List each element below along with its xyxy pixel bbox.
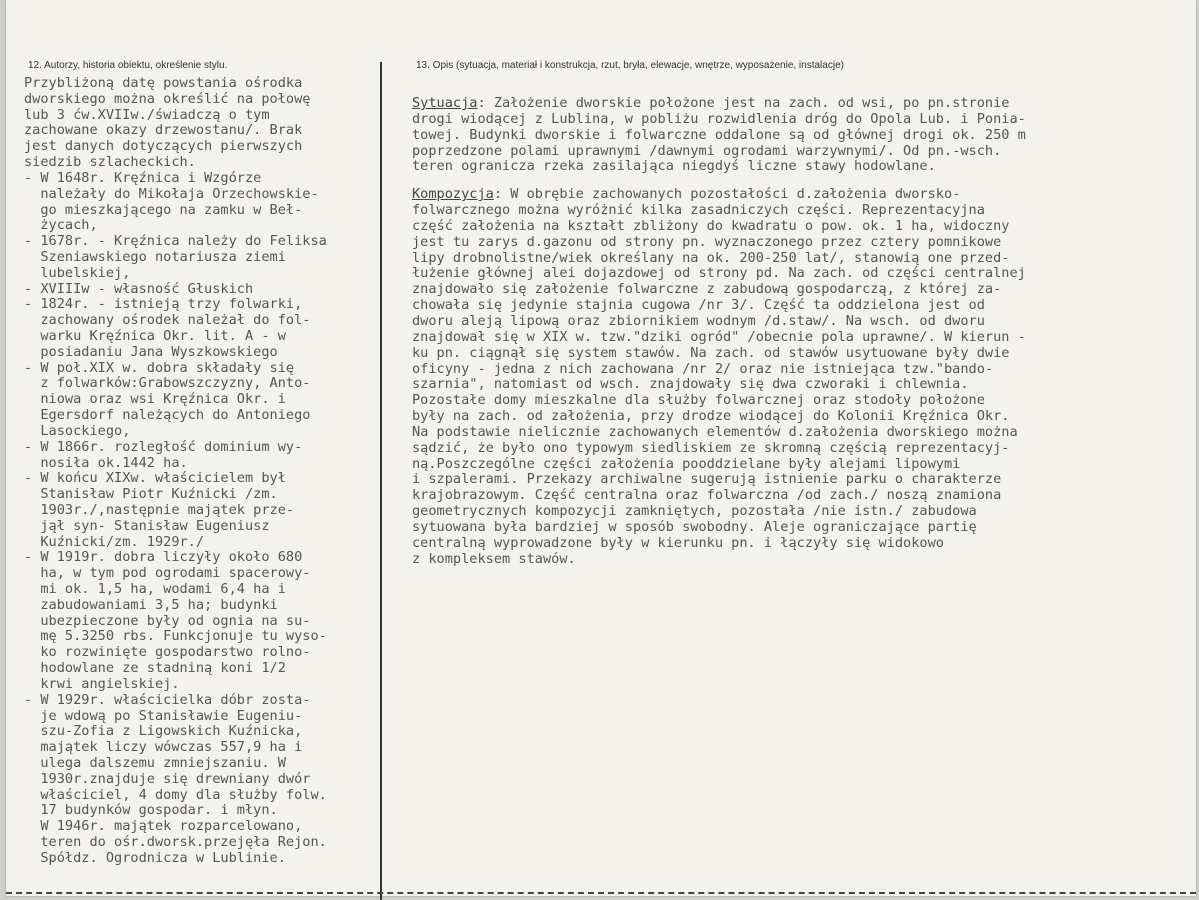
history-column: [24, 76, 404, 867]
sytuacja-first-line: : Założenie dworskie położone jest na zach. od wsi, po pn.stronie: [477, 95, 1010, 111]
text-line: poprzedzone polami uprawnymi /dawnymi ogrodami warzywnymi/. Od pn.-wsch.: [412, 142, 1002, 159]
text-line: właściciel, 4 domy dla służby folw.: [24, 786, 327, 803]
section-12-header: 12. Autorzy, historia obiektu, określenie stylu.: [28, 60, 228, 71]
text-line: W 1946r. majątek rozparcelowano,: [24, 818, 303, 835]
text-line: ha, w tym pod ogrodami spacerowy-: [24, 565, 311, 582]
text-line: i szpalerami. Przekazy archiwalne sugerują istnienie parku o charakterze: [412, 471, 1002, 488]
text-line: - W 1648r. Kręźnica i Wzgórze: [24, 169, 262, 186]
text-line: towej. Budynki dworskie i folwarczne oddalone są od głównej drogi ok. 250 m: [412, 126, 1026, 143]
text-line: znajdowało się założenie folwarczne z zabudową gospodarczą, z której za-: [412, 281, 1002, 298]
text-line: 1930r.znajduje się drewniany dwór: [24, 770, 311, 787]
text-line: drogi wiodącej z Lublina, w pobliżu rozwidlenia dróg do Opola Lub. i Ponia-: [412, 110, 1026, 127]
text-line: - W 1919r. dobra liczyły około 680: [24, 549, 303, 566]
text-line: Szeniawskiego notariusza ziemi: [24, 248, 286, 265]
text-line: Pozostałe domy mieszkalne dla służby folwarcznej oraz stodoły położone: [412, 392, 985, 409]
text-line: szarnia", natomiast od wsch. znajdowały się dwa czworaki i chlewnia.: [412, 376, 969, 393]
text-line: zachowane okazy drzewostanu/. Brak: [24, 122, 303, 139]
text-line: - 1678r. - Kręźnica należy do Feliksa: [24, 233, 327, 250]
text-line: jest tu zarys d.gazonu od strony pn. wyznaczonego przez cztery pomnikowe: [412, 233, 1002, 250]
text-line: dworu aleją lipową oraz zbiornikiem wodnym /d.staw/. Na wsch. od dworu: [412, 312, 985, 329]
text-line: - XVIIIw - własność Głuskich: [24, 280, 254, 297]
text-line: mę 5.3250 rbs. Funkcjonuje tu wyso-: [24, 628, 327, 645]
kompozycja-first-line: : W obrębie zachowanych pozostałości d.założenia dworsko-: [493, 186, 961, 203]
text-line: szu-Zofia z Ligowskich Kuźnicka,: [24, 723, 303, 740]
text-line: mi ok. 1,5 ha, wodami 6,4 ha i: [24, 581, 286, 597]
text-line: Stanisław Piotr Kuźnicki /zm.: [24, 486, 278, 503]
text-line: Przybliżoną datę powstania ośrodka: [24, 75, 303, 91]
kompozycja-paragraph: [412, 187, 1182, 567]
text-line: chowała się jedynie stajnia cugowa /nr 3/. Część ta oddzielona jest od: [412, 297, 985, 314]
text-line: - W poł.XIX w. dobra składały się: [24, 359, 295, 376]
text-line: sądzić, że było ono typowym siedliskiem ze skromną częścią reprezentacyj-: [412, 439, 1010, 456]
text-line: - W 1929r. właścicielka dóbr zosta-: [24, 691, 311, 708]
text-line: centralną wyprowadzone były w kierunku pn. i łączyły się widokowo: [412, 534, 944, 551]
text-line: z folwarków:Grabowszczyzny, Anto-: [24, 375, 311, 392]
text-line: geometrycznych kompozycji zamkniętych, pozostała /nie istn./ zabudowa: [412, 503, 977, 520]
text-line: majątek liczy wówczas 557,9 ha i: [24, 739, 303, 756]
text-line: część założenia na kształt zbliżony do kwadratu o pow. ok. 1 ha, widoczny: [412, 217, 1010, 234]
text-line: życach,: [24, 217, 98, 234]
text-line: teren do ośr.dworsk.przejęła Rejon.: [24, 834, 327, 850]
text-line: krajobrazowym. Część centralna oraz folwarczna /od zach./ noszą znamiona: [412, 487, 1002, 504]
text-line: zachowany ośrodek należał do fol-: [24, 312, 311, 329]
text-line: krwi angielskiej.: [24, 675, 180, 692]
sytuacja-paragraph: [412, 96, 1182, 175]
text-line: niowa oraz wsi Kręźnica Okr. i: [24, 391, 286, 408]
kompozycja-heading: Kompozycja: [412, 186, 494, 203]
text-line: dworskiego można określić na połowę: [24, 90, 311, 107]
text-line: ku pn. ciągnął się system stawów. Na zach. od stawów usytuowane były dwie: [412, 344, 1010, 361]
text-line: Lasockiego,: [24, 422, 131, 439]
sytuacja-heading: Sytuacja: [412, 95, 478, 111]
text-line: jest danych dotyczących pierwszych: [24, 138, 303, 155]
text-line: je wdową po Stanisławie Eugeniu-: [24, 707, 303, 724]
text-line: siedzib szlacheckich.: [24, 154, 196, 171]
text-line: hodowlane ze stadniną koni 1/2: [24, 660, 286, 677]
description-column: [412, 96, 1182, 567]
bottom-border: [6, 892, 1196, 897]
text-line: - W 1866r. rozległość dominium wy-: [24, 438, 303, 455]
text-line: Kuźnicki/zm. 1929r./: [24, 533, 205, 550]
text-line: warku Kręźnica Okr. lit. A - w: [24, 328, 286, 344]
text-line: nosiła ok.1442 ha.: [24, 454, 188, 471]
text-line: należały do Mikołaja Orzechowskie-: [24, 185, 319, 202]
text-line: lipy drobnolistne/wiek określany na ok. 200-250 lat/, stanowią one przed-: [412, 249, 1010, 266]
text-line: zabudowaniami 3,5 ha; budynki: [24, 596, 278, 613]
document-sheet: [6, 0, 1196, 896]
text-line: ną.Poszczególne części założenia pooddzielane były alejami lipowymi: [412, 455, 961, 472]
text-line: 17 budynków gospodar. i młyn.: [24, 802, 278, 819]
text-line: lubelskiej,: [24, 264, 131, 281]
text-line: sytuowana była bardziej w sposób swobodny. Aleje ograniczające partię: [412, 518, 977, 535]
text-line: - W końcu XIXw. właścicielem był: [24, 470, 286, 487]
text-line: ko rozwinięte gospodarstwo rolno-: [24, 644, 311, 661]
text-line: łużenie głównej alei dojazdowej od strony pd. Na zach. od części centralnej: [412, 265, 1026, 282]
section-13-header: 13. Opis (sytuacja, materiał i konstrukcja, rzut, bryła, elewacje, wnętrze, wyposażenie, instalacje): [416, 60, 844, 71]
text-line: z kompleksem stawów.: [412, 550, 576, 567]
text-line: Na podstawie nielicznie zachowanych elementów d.założenia dworskiego można: [412, 423, 1018, 440]
text-line: teren ogranicza rzeka zasilająca niegdyś liczne stawy hodowlane.: [412, 158, 936, 175]
text-line: znajdował się w XIX w. tzw."dziki ogród" /obecnie pola uprawne/. W kierun -: [412, 328, 1026, 345]
text-line: posiadaniu Jana Wyszkowskiego: [24, 343, 278, 360]
text-line: Egersdorf należących do Antoniego: [24, 407, 311, 424]
text-line: - 1824r. - istnieją trzy folwarki,: [24, 296, 303, 313]
text-line: ubezpieczone były od ognia na su-: [24, 612, 311, 629]
text-line: oficyny - jedna z nich zachowana /nr 2/ oraz nie istniejąca tzw."bando-: [412, 360, 994, 377]
text-line: były na zach. od założenia, przy drodze wiodącej do Kolonii Kręźnica Okr.: [412, 408, 1010, 425]
text-line: lub 3 ćw.XVIIw./świadczą o tym: [24, 106, 270, 123]
text-line: Spółdz. Ogrodnicza w Lublinie.: [24, 849, 286, 866]
text-line: 1903r./,następnie majątek prze-: [24, 501, 295, 518]
text-line: jął syn- Stanisław Eugeniusz: [24, 517, 270, 534]
text-line: folwarcznego można wyróżnić kilka zasadniczych części. Reprezentacyjna: [412, 202, 985, 219]
text-line: ulega dalszemu zmniejszaniu. W: [24, 754, 286, 771]
text-line: go mieszkającego na zamku w Beł-: [24, 201, 303, 218]
